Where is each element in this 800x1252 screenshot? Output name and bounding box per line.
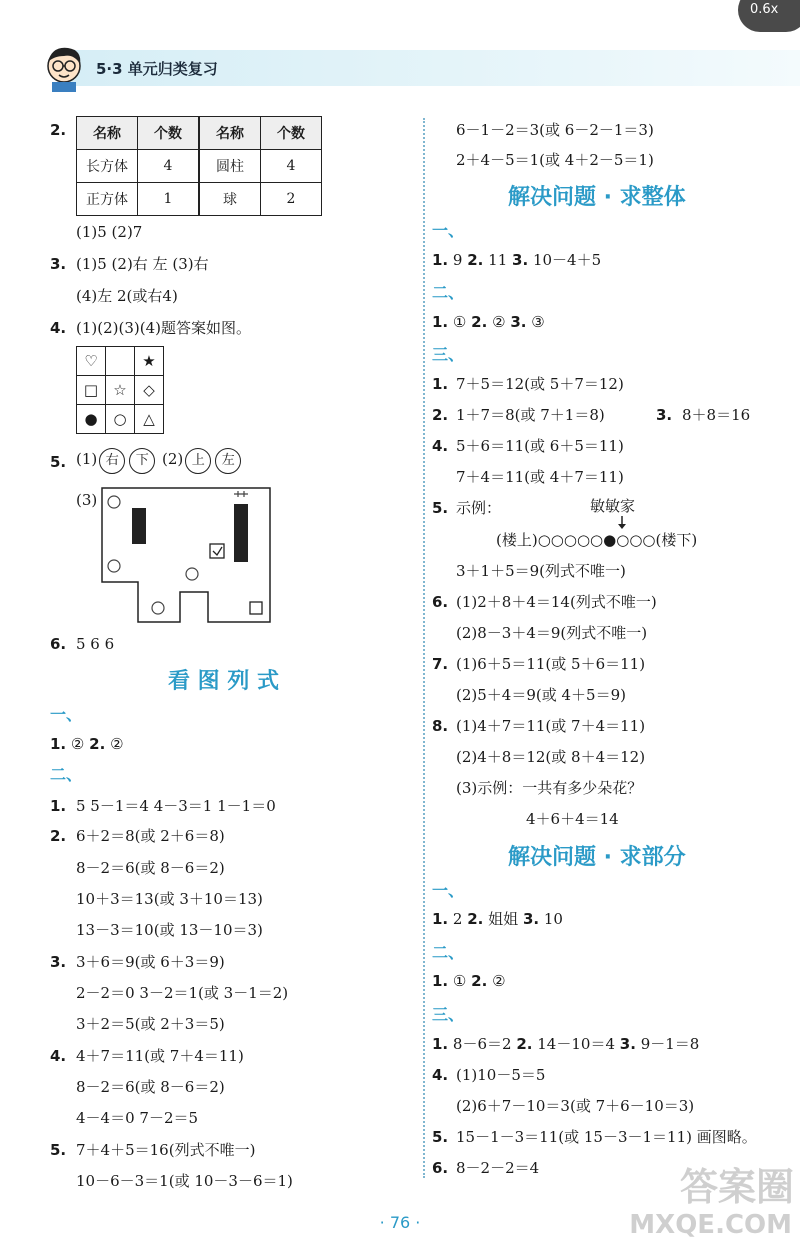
c1-number: 1. [432, 375, 449, 393]
header-title: 5·3 单元归类复习 [96, 60, 218, 78]
g5-text: 15－1－3＝11(或 15－3－1＝11) 画图略。 [456, 1128, 757, 1146]
part-two-label: 二、 [432, 943, 465, 962]
r-top-line2: 2＋4－5＝1(或 4＋2－5＝1) [456, 151, 654, 169]
square-icon: □ [77, 376, 106, 405]
answer: ① [452, 313, 467, 331]
q3-line1: (1)5 (2)右 左 (3)右 [76, 255, 209, 273]
q5-p2: (2) [162, 450, 184, 468]
table-cell: 2 [261, 183, 322, 216]
q2-number: 2. [50, 121, 67, 139]
g4-line2: (2)6＋7－10＝3(或 7＋6－10＝3) [456, 1097, 695, 1115]
c5-home-label: 敏敏家 [590, 497, 636, 515]
c7-line2: (2)5＋4＝9(或 4＋5＝9) [456, 686, 626, 704]
c6-number: 6. [432, 593, 449, 611]
f1-answers [432, 971, 506, 991]
e2-number: 2. [50, 827, 67, 845]
g5-number: 5. [432, 1128, 449, 1146]
heart-icon: ♡ [77, 347, 106, 376]
answer: 10 [543, 910, 563, 928]
e3-line2: 2－2＝0 3－2＝1(或 3－1＝2) [76, 984, 289, 1002]
table-cell: 4 [138, 150, 199, 183]
part-two-label: 二、 [50, 765, 83, 784]
s1-answers [50, 734, 124, 754]
part-one-label: 一、 [50, 705, 83, 724]
column-divider [423, 118, 425, 1178]
answer: ② [70, 735, 85, 753]
c6-line2: (2)8－3＋4＝9(列式不唯一) [456, 624, 648, 642]
c5-number: 5. [432, 499, 449, 517]
q-number: 2. [467, 910, 484, 928]
table-cell: 长方体 [77, 150, 138, 183]
e2-line4: 13－3＝10(或 13－10＝3) [76, 921, 263, 939]
table-header-cell: 个数 [261, 117, 322, 150]
q2-table [76, 116, 322, 216]
q6-text: 5 6 6 [76, 635, 115, 653]
circle-filled-icon: ● [77, 405, 106, 434]
answer: ② [492, 972, 506, 990]
e2-line3: 10＋3＝13(或 3＋10＝13) [76, 890, 263, 908]
circled-answer: 上 [185, 448, 211, 474]
answer: 9－1＝8 [640, 1035, 700, 1053]
q-number: 1. [50, 735, 67, 753]
part-one-label: 一、 [432, 221, 465, 240]
watermark-logo: 答案圈 [679, 1165, 794, 1209]
e4-line2: 8－2＝6(或 8－6＝2) [76, 1078, 225, 1096]
answer: ② [110, 735, 124, 753]
c8-line2: (2)4＋8＝12(或 8＋4＝12) [456, 748, 646, 766]
answer: ② [492, 313, 506, 331]
e4-line1: 4＋7＝11(或 7＋4＝11) [76, 1047, 244, 1065]
q-number: 1. [432, 1035, 449, 1053]
d1-answers [432, 909, 563, 929]
answer: 姐姐 [488, 910, 519, 928]
q5-p1: (1) [76, 450, 98, 468]
page-number: · 76 · [379, 1213, 421, 1232]
c3-number: 3. [656, 406, 673, 424]
part-three-label: 三、 [432, 345, 465, 364]
q-number: 2. [516, 1035, 533, 1053]
circle-outline-icon: ○ [106, 405, 135, 434]
table-header-cell: 名称 [200, 117, 261, 150]
c4-line2: 7＋4＝11(或 4＋7＝11) [456, 468, 624, 486]
table-cell: 1 [138, 183, 199, 216]
q-number: 2. [471, 313, 488, 331]
c6-line1: (1)2＋8＋4＝14(列式不唯一) [456, 593, 657, 611]
e2-line2: 8－2＝6(或 8－6＝2) [76, 859, 225, 877]
a1-answers [432, 250, 601, 270]
part-two-label: 二、 [432, 283, 465, 302]
table-header-cell: 个数 [138, 117, 199, 150]
q-number: 2. [471, 972, 488, 990]
q5-number: 5. [50, 453, 67, 471]
e5-number: 5. [50, 1141, 67, 1159]
q-number: 1. [432, 313, 449, 331]
q6-number: 6. [50, 635, 67, 653]
e2-line1: 6＋2＝8(或 2＋6＝8) [76, 827, 225, 845]
table-row [77, 183, 322, 216]
e1-number: 1. [50, 797, 67, 815]
c2-number: 2. [432, 406, 449, 424]
answer: 2 [452, 910, 463, 928]
e4-number: 4. [50, 1047, 67, 1065]
table-header-cell: 名称 [77, 117, 138, 150]
q-number: 3. [619, 1035, 636, 1053]
e4-line3: 4－4＝0 7－2＝5 [76, 1109, 199, 1127]
watermark-url: MXQE.COM [629, 1210, 792, 1240]
part-one-label: 一、 [432, 881, 465, 900]
q5-p3: (3) [76, 491, 98, 509]
q2-answer: (1)5 (2)7 [76, 223, 143, 241]
part-three-label: 三、 [432, 1005, 465, 1024]
c4-line1: 5＋6＝11(或 6＋5＝11) [456, 437, 624, 455]
e5-line1: 7＋4＋5＝16(列式不唯一) [76, 1141, 256, 1159]
e1-text: 5 5－1＝4 4－3＝1 1－1＝0 [76, 797, 276, 815]
page-header [0, 40, 800, 98]
q4-number: 4. [50, 319, 67, 337]
answer: ① [452, 972, 467, 990]
section-title-kantu: 看 图 列 式 [168, 669, 279, 694]
answer: 9 [452, 251, 463, 269]
section-title-bufen: 解决问题 · 求部分 [508, 845, 686, 870]
section-title-zhengti: 解决问题 · 求整体 [508, 185, 686, 210]
c7-line1: (1)6＋5＝11(或 5＋6＝11) [456, 655, 646, 673]
r-top-line1: 6－1－2＝3(或 6－2－1＝3) [456, 121, 654, 139]
empty-cell [106, 347, 135, 376]
table-cell: 圆柱 [200, 150, 261, 183]
q-number: 1. [432, 251, 449, 269]
table-cell: 正方体 [77, 183, 138, 216]
arrow-down-icon [617, 516, 627, 530]
c1-text: 7＋5＝12(或 5＋7＝12) [456, 375, 624, 393]
q-number: 2. [467, 251, 484, 269]
triangle-icon: △ [135, 405, 164, 434]
q-number: 3. [512, 251, 529, 269]
c8-number: 8. [432, 717, 449, 735]
g6-text: 8－2－2＝4 [456, 1159, 540, 1177]
c2-text: 1＋7＝8(或 7＋1＝8) [456, 406, 605, 424]
q5-part1 [76, 448, 243, 474]
mascot-icon [38, 42, 90, 94]
g4-line1: (1)10－5＝5 [456, 1066, 546, 1084]
c8-line4: 4＋6＋4＝14 [526, 810, 619, 828]
c3-text: 8＋8＝16 [682, 406, 751, 424]
circled-answer: 下 [129, 448, 155, 474]
q-number: 3. [522, 910, 540, 928]
c7-number: 7. [432, 655, 449, 673]
q3-number: 3. [50, 255, 67, 273]
q-number: 1. [432, 972, 449, 990]
e3-line3: 3＋2＝5(或 2＋3＝5) [76, 1015, 225, 1033]
q-number: 2. [89, 735, 106, 753]
c8-line1: (1)4＋7＝11(或 7＋4＝11) [456, 717, 646, 735]
e5-line2: 10－6－3＝1(或 10－3－6＝1) [76, 1172, 293, 1190]
e3-number: 3. [50, 953, 67, 971]
maze-map-icon [100, 486, 272, 624]
answer: 11 [488, 251, 508, 269]
q-number: 3. [510, 313, 527, 331]
b1-answers [432, 312, 545, 332]
q3-line2: (4)左 2(或右4) [76, 287, 178, 305]
c8-line3: (3)示例：一共有多少朵花？ [456, 779, 643, 797]
table-row [77, 150, 322, 183]
shape-grid [76, 346, 164, 434]
q-number: 1. [432, 910, 449, 928]
answer: 14－10＝4 [537, 1035, 615, 1053]
diamond-icon: ◇ [135, 376, 164, 405]
table-cell: 球 [200, 183, 261, 216]
q4-text: (1)(2)(3)(4)题答案如图。 [76, 319, 251, 337]
answer: 8－6＝2 [452, 1035, 512, 1053]
star-outline-icon: ☆ [106, 376, 135, 405]
c5-stair: (楼上)○○○○○●○○○(楼下) [496, 531, 698, 549]
g1-answers [432, 1034, 699, 1054]
c4-number: 4. [432, 437, 449, 455]
zoom-badge[interactable]: 0.6x [738, 0, 800, 32]
table-row [77, 117, 322, 150]
table-cell: 4 [261, 150, 322, 183]
star-filled-icon: ★ [135, 347, 164, 376]
c5-equation: 3＋1＋5＝9(列式不唯一) [456, 562, 626, 580]
c5-label: 示例： [456, 499, 502, 517]
circled-answer: 右 [99, 448, 125, 474]
answer: ③ [531, 313, 545, 331]
g4-number: 4. [432, 1066, 449, 1084]
g6-number: 6. [432, 1159, 449, 1177]
circled-answer: 左 [215, 448, 241, 474]
answer: 10－4＋5 [532, 251, 602, 269]
e3-line1: 3＋6＝9(或 6＋3＝9) [76, 953, 225, 971]
